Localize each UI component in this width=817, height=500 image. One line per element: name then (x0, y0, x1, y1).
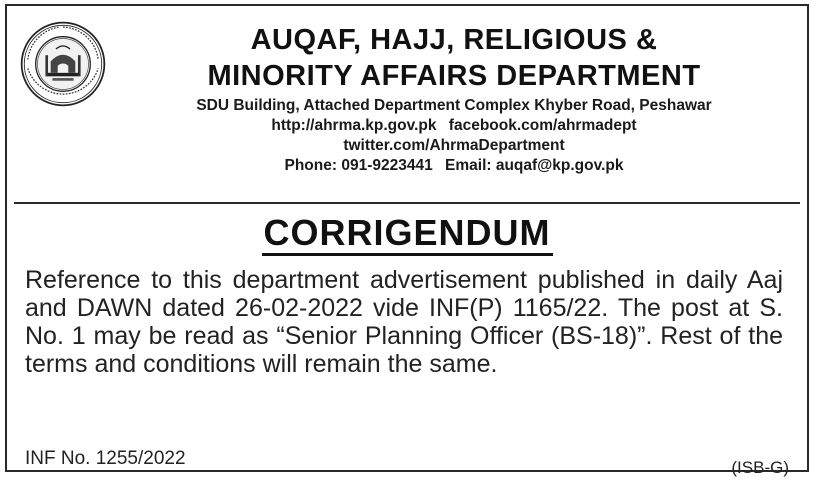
publication-code: (ISB-G) (731, 458, 789, 477)
notice-title-text: CORRIGENDUM (262, 212, 553, 256)
inf-number: INF No. 1255/2022 (25, 448, 186, 469)
web-links (107, 116, 801, 136)
notice-body: Reference to this department advertisement published in daily Aaj and DAWN dated 26-02-2022 vide INF(P) 1165/22. The post at S. No. 1 may be read as “Senior Planning Officer (BS-18)”. Rest of the terms and conditions will remain the same. (25, 266, 783, 378)
notice-title (7, 212, 807, 254)
department-header (107, 22, 801, 176)
facebook-link[interactable]: facebook.com/ahrmadept (448, 117, 637, 134)
department-name-line2: MINORITY AFFAIRS DEPARTMENT (207, 60, 701, 92)
advertisement-frame (5, 4, 809, 477)
department-name-line1: AUQAF, HAJJ, RELIGIOUS & (250, 24, 658, 56)
header-divider (14, 202, 800, 204)
phone-number: Phone: 091-9223441 (284, 157, 433, 174)
twitter-link[interactable]: twitter.com/AhrmaDepartment (343, 137, 565, 154)
department-address: SDU Building, Attached Department Complex Khyber Road, Peshawar (196, 97, 712, 114)
email-address[interactable]: Email: auqaf@kp.gov.pk (445, 157, 624, 174)
website-link[interactable]: http://ahrma.kp.gov.pk (271, 117, 437, 134)
twitter-row (107, 136, 801, 156)
contact-row (107, 156, 801, 176)
department-seal-icon (19, 20, 107, 108)
